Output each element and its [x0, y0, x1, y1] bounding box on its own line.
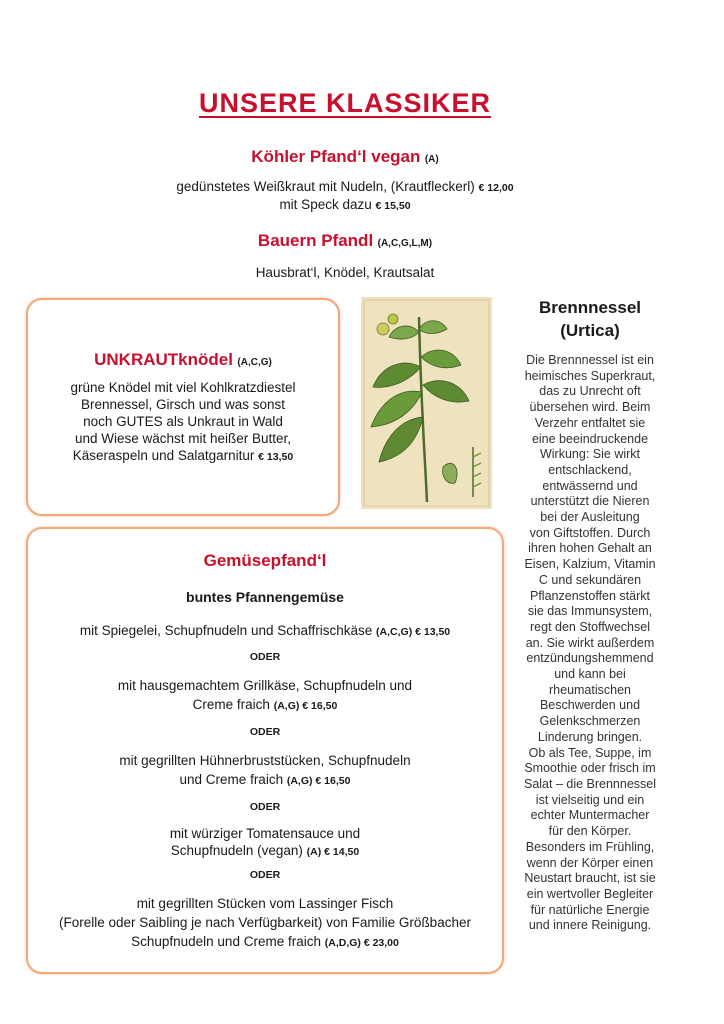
sidebar-text-line: wenn der Körper einen [526, 855, 654, 870]
sidebar-text-line: Die Brennnessel ist ein [526, 353, 654, 367]
unkraut-line: Brennessel, Girsch und was sonst [80, 397, 286, 412]
unkraut-allergens: (A,C,G) [237, 357, 272, 368]
sidebar-text-line: Beschwerden und [539, 698, 641, 713]
sidebar-text-line: rheumatischen [549, 682, 631, 697]
sidebar-text-line: Smoothie oder frisch im [524, 761, 656, 776]
unkraut-box [26, 298, 340, 516]
dish-koehler-price2: € 15,50 [375, 200, 411, 212]
sidebar-text-line: Neustart braucht, ist sie [524, 871, 656, 886]
gemuese-option-5: mit gegrillten Stücken vom Lassinger Fisch (Forelle oder Saibling je nach Verfügbarkeit) von Familie Größbacher Schupfnudeln und Creme fraich (A,D,G) € 23,00 [59, 896, 471, 949]
nettle-illustration [361, 297, 492, 509]
dish-koehler-allergens: (A) [424, 154, 439, 165]
sidebar-text-line: für natürliche Energie [530, 902, 650, 917]
sidebar-heading-title: Brennnessel [538, 298, 642, 317]
sidebar-text-line: entzündungshemmend [526, 651, 654, 666]
dish-koehler-desc2: mit Speck dazu € 15,50 [279, 197, 411, 212]
unkraut-line-last: Käseraspeln und Salatgarnitur € 13,50 [72, 448, 294, 463]
dish-bauern-allergens: (A,C,G,L,M) [377, 238, 433, 249]
or-separator: ODER [249, 869, 281, 881]
gemuese-name: Gemüsepfand‘l [203, 551, 327, 570]
dish-koehler [0, 147, 690, 167]
gemuese-box [26, 527, 504, 974]
sidebar-text-line: bei der Ausleitung [540, 510, 640, 525]
dish-bauern [0, 231, 690, 251]
sidebar-text-line: regt den Stoffwechsel [530, 619, 650, 634]
unkraut-price: € 13,50 [258, 451, 294, 463]
dish-bauern-desc: Hausbrat‘l, Knödel, Krautsalat [255, 265, 435, 280]
sidebar-text-line: und innere Reinigung. [528, 918, 652, 933]
sidebar-text-line: für den Körper. [548, 824, 632, 839]
unkraut-name: UNKRAUTknödel [94, 350, 233, 369]
sidebar-text-line: unterstützt die Nieren [530, 494, 650, 509]
sidebar-text-line: Salat – die Brennnessel [523, 776, 657, 791]
sidebar-text-line: Pflanzenstoffen stärkt [530, 588, 650, 603]
sidebar-heading [512, 296, 668, 342]
sidebar-text-line: ihren hohen Gehalt an [528, 541, 652, 556]
sidebar-text-line: Besonders im Frühling, [525, 839, 655, 854]
sidebar-text-line: Wirkung: Sie wirkt [539, 447, 641, 462]
sidebar-text-line: an. Sie wirkt außerdem [525, 635, 655, 650]
unkraut-line: grüne Knödel mit viel Kohlkratzdiestel [70, 380, 296, 395]
or-separator: ODER [249, 801, 281, 813]
sidebar-text-line: Gelenkschmerzen [539, 714, 641, 729]
page-title: UNSERE KLASSIKER [198, 88, 492, 118]
gemuese-option-2: mit hausgemachtem Grillkäse, Schupfnudeln und Creme fraich (A,G) € 16,50 [117, 678, 413, 712]
sidebar-text-line: heimisches Superkraut, [524, 368, 656, 383]
gemuese-option-3: mit gegrillten Hühnerbruststücken, Schupfnudeln und Creme fraich (A,G) € 16,50 [119, 753, 411, 787]
dish-bauern-name: Bauern Pfandl [257, 231, 374, 250]
sidebar-text-line: übersehen wird. Beim [529, 400, 651, 415]
unkraut-line: und Wiese wächst mit heißer Butter, [74, 431, 292, 446]
sidebar-text-line: Ob als Tee, Suppe, im [528, 745, 652, 760]
sidebar-text-line: und kann bei [554, 667, 626, 682]
sidebar-text-line: C und sekundären [538, 572, 642, 587]
sidebar-text-line: von Giftstoffen. Durch [529, 525, 651, 540]
unkraut-desc [28, 379, 338, 466]
or-separator: ODER [249, 726, 281, 738]
unkraut-heading [28, 350, 338, 370]
gemuese-subtitle: buntes Pfannengemüse [186, 589, 344, 605]
sidebar-text-line: eine beeindruckende [531, 431, 649, 446]
gemuese-option-1: mit Spiegelei, Schupfnudeln und Schaffrischkäse (A,C,G) € 13,50 [79, 623, 451, 638]
sidebar-text-line: entschlackend, [548, 462, 632, 477]
sidebar-text-line: sie das Immunsystem, [527, 604, 653, 619]
sidebar-text-line: entwässernd und [542, 478, 638, 493]
sidebar-heading-latin: (Urtica) [560, 321, 620, 340]
nettle-plant-icon [361, 297, 492, 509]
sidebar-text-line: Linderung bringen. [537, 729, 643, 744]
unkraut-line: noch GUTES als Unkraut in Wald [83, 414, 283, 429]
sidebar-text-line: Eisen, Kalzium, Vitamin [524, 557, 656, 572]
sidebar-text-line: das zu Unrecht oft [539, 384, 641, 399]
gemuese-option-4: mit würziger Tomatensauce und Schupfnudeln (vegan) (A) € 14,50 [169, 826, 361, 858]
dish-koehler-desc1: gedünstetes Weißkraut mit Nudeln, (Krautfleckerl) € 12,00 [176, 179, 514, 194]
or-separator: ODER [249, 651, 281, 663]
sidebar-text-line: ist vielseitig und ein [535, 792, 645, 807]
sidebar-text-line: echter Muntermacher [530, 808, 650, 823]
sidebar-text-line: Verzehr entfaltet sie [534, 415, 646, 430]
dish-koehler-name: Köhler Pfand‘l vegan [251, 147, 421, 166]
dish-koehler-price1: € 12,00 [478, 182, 514, 194]
sidebar-text-line: ein wertvoller Begleiter [526, 886, 654, 901]
sidebar-text [504, 353, 676, 934]
